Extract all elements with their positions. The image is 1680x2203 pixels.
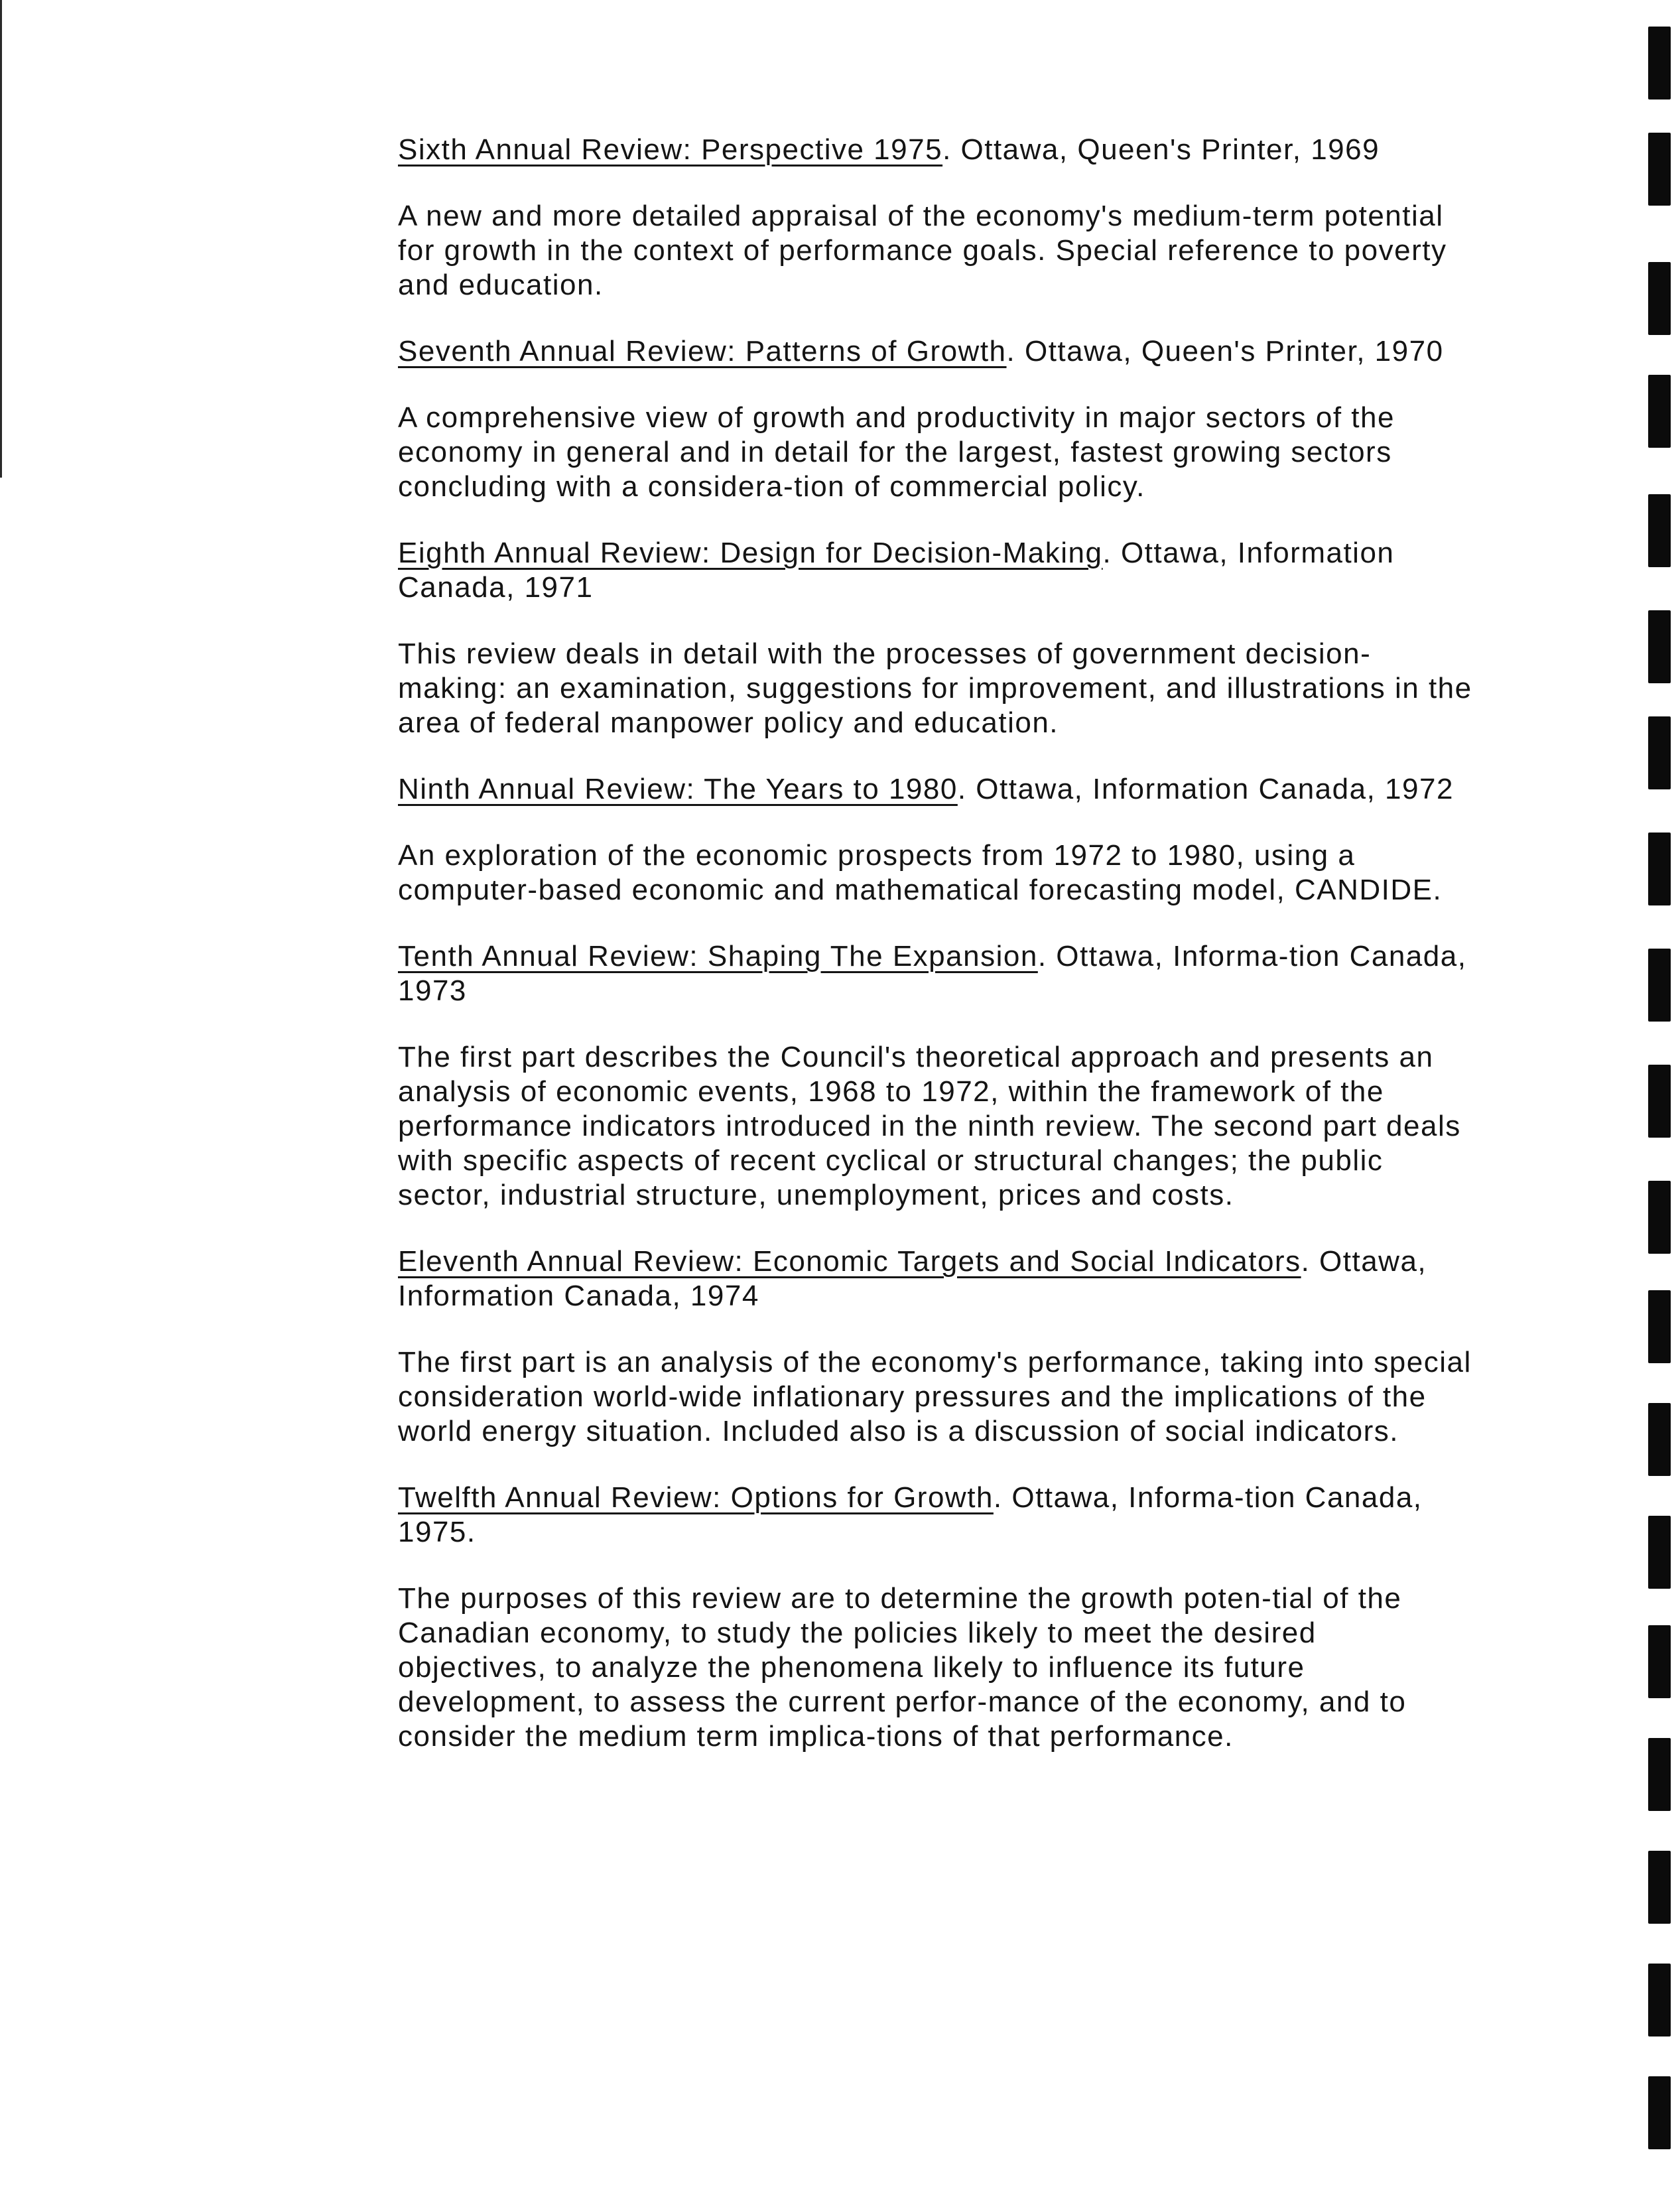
binding-mark xyxy=(1648,1625,1671,1698)
binding-mark xyxy=(1648,610,1671,683)
citation xyxy=(398,1481,1472,1550)
binding-mark xyxy=(1648,494,1671,567)
annotation: The purposes of this review are to determine the growth poten-tial of the Canadian economy, to study the policies likely to meet the desired objectives, to analyze the phenomena likely to influence its future development, to assess the current perfor-mance of the economy, and to consider the medium term implica-tions of that performance. xyxy=(398,1582,1407,1753)
scan-left-edge xyxy=(0,0,2,478)
binding-mark xyxy=(1648,2076,1671,2149)
publication-info: . Ottawa, Information Canada, 1974 xyxy=(398,1245,1427,1312)
bibliography-entry xyxy=(398,772,1472,907)
binding-mark xyxy=(1648,1181,1671,1254)
binding-mark xyxy=(1648,1516,1671,1589)
bibliography-entry xyxy=(398,1481,1472,1754)
bibliography-entry xyxy=(398,133,1472,302)
annotation: A new and more detailed appraisal of the economy's medium-term potential for growth in the context of performance goals. Special reference to poverty and education. xyxy=(398,200,1447,301)
bibliography-list xyxy=(398,133,1472,1786)
binding-mark xyxy=(1648,1851,1671,1924)
review-title: Eleventh Annual Review: Economic Targets and Social Indicators xyxy=(398,1245,1301,1278)
citation xyxy=(398,772,1472,807)
binding-strip xyxy=(1648,0,1675,2203)
binding-mark xyxy=(1648,833,1671,905)
bibliography-entry xyxy=(398,939,1472,1213)
binding-mark xyxy=(1648,1290,1671,1363)
binding-mark xyxy=(1648,133,1671,206)
binding-mark xyxy=(1648,1403,1671,1476)
binding-mark xyxy=(1648,375,1671,448)
bibliography-entry xyxy=(398,334,1472,504)
bibliography-entry xyxy=(398,1244,1472,1449)
annotation: The first part describes the Council's theoretical approach and presents an analysis of economic events, 1968 to 1972, within the framework of the performance indicators introduced in the ninth review. The second part deals with specific aspects of recent cyclical or structural changes; the public sector, industrial structure, unemployment, prices and costs. xyxy=(398,1041,1461,1211)
publication-info: . Ottawa, Queen's Printer, 1969 xyxy=(942,133,1380,166)
binding-mark xyxy=(1648,1065,1671,1138)
binding-mark xyxy=(1648,262,1671,335)
review-title: Twelfth Annual Review: Options for Growth xyxy=(398,1481,994,1514)
review-title: Tenth Annual Review: Shaping The Expansion xyxy=(398,940,1038,972)
binding-mark xyxy=(1648,1964,1671,2036)
publication-info: . Ottawa, Informa-tion Canada, 1973 xyxy=(398,940,1467,1007)
publication-info: . Ottawa, Informa-tion Canada, 1975. xyxy=(398,1481,1423,1548)
publication-info: . Ottawa, Information Canada, 1972 xyxy=(957,773,1454,805)
annotation: The first part is an analysis of the economy's performance, taking into special consideration world-wide inflationary pressures and the implications of the world energy situation. Included also is a discussion of social indicators. xyxy=(398,1346,1472,1447)
annotation: This review deals in detail with the processes of government decision-making: an examination, suggestions for improvement, and illustrations in the area of federal manpower policy and education. xyxy=(398,637,1472,739)
publication-info: . Ottawa, Information Canada, 1971 xyxy=(398,537,1395,604)
binding-mark xyxy=(1648,1738,1671,1811)
binding-mark xyxy=(1648,716,1671,789)
publication-info: . Ottawa, Queen's Printer, 1970 xyxy=(1006,335,1444,367)
citation xyxy=(398,536,1472,605)
annotation: A comprehensive view of growth and productivity in major sectors of the economy in general and in detail for the largest, fastest growing sectors concluding with a considera-tion of commercial policy. xyxy=(398,401,1395,503)
citation xyxy=(398,133,1472,167)
annotation: An exploration of the economic prospects from 1972 to 1980, using a computer-based economic and mathematical forecasting model, CANDIDE. xyxy=(398,839,1443,906)
review-title: Sixth Annual Review: Perspective 1975 xyxy=(398,133,943,166)
citation xyxy=(398,334,1472,369)
binding-mark xyxy=(1648,949,1671,1022)
review-title: Eighth Annual Review: Design for Decision-Making xyxy=(398,537,1103,569)
review-title: Seventh Annual Review: Patterns of Growth xyxy=(398,335,1007,367)
review-title: Ninth Annual Review: The Years to 1980 xyxy=(398,773,958,805)
citation xyxy=(398,1244,1472,1313)
binding-mark xyxy=(1648,27,1671,100)
citation xyxy=(398,939,1472,1008)
bibliography-entry xyxy=(398,536,1472,740)
